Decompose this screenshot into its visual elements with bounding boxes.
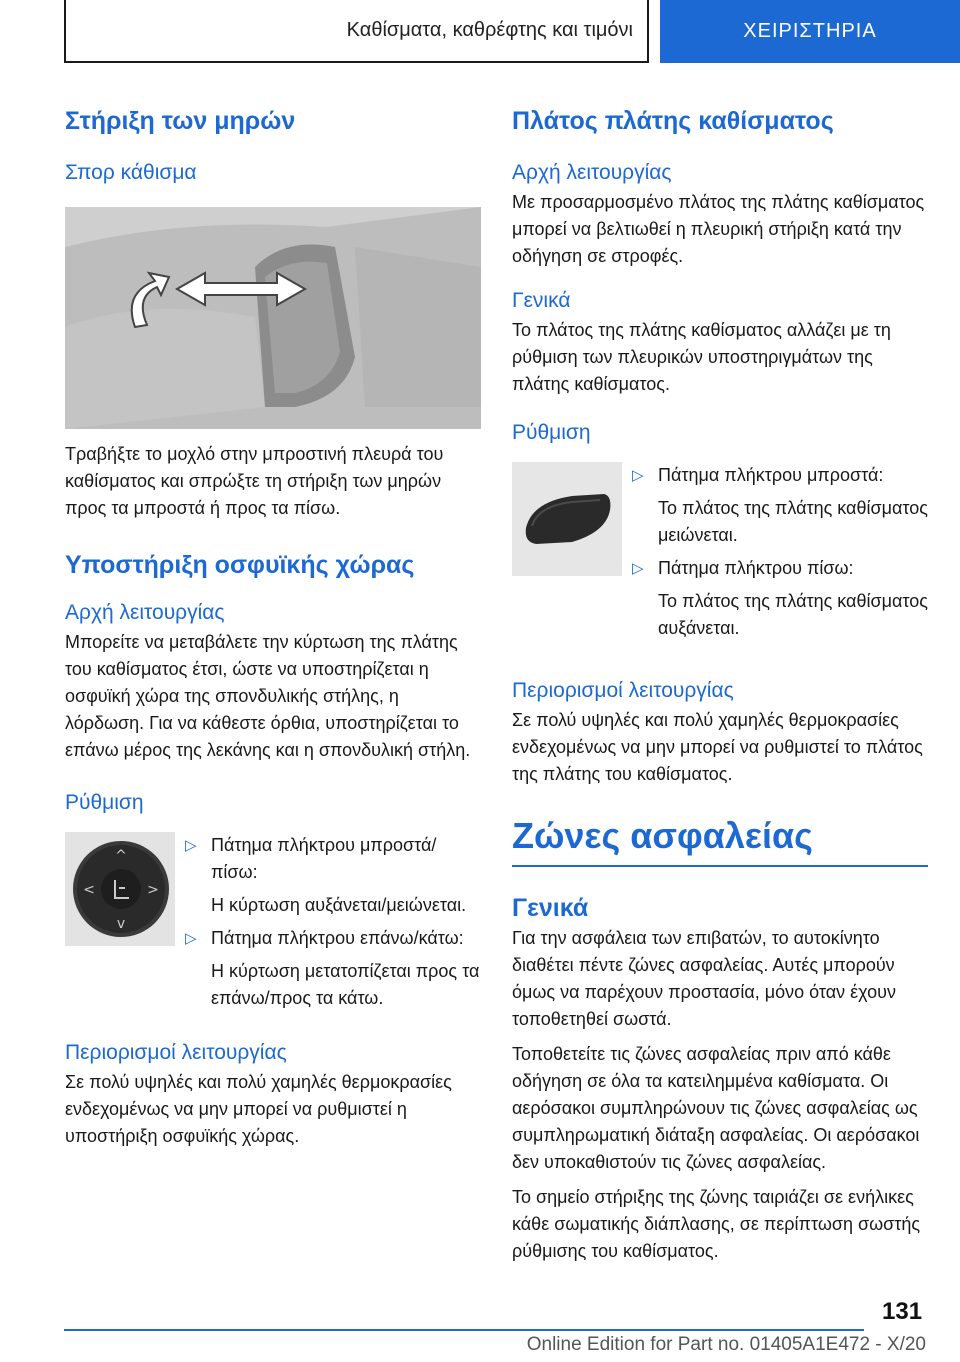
sport-seat-heading: Σπορ κάθισμα bbox=[65, 161, 197, 184]
width-setting-block bbox=[512, 462, 928, 642]
triangle-bullet-icon: ▷ bbox=[632, 559, 644, 577]
svg-text:^: ^ bbox=[115, 847, 127, 864]
lumbar-switch-figure bbox=[65, 832, 175, 946]
lumbar-setting-block bbox=[65, 832, 481, 1012]
lumbar-switch-illustration bbox=[65, 832, 175, 946]
lumbar-heading: Υποστήριξη οσφυϊκής χώρας bbox=[65, 551, 415, 580]
width-step-result: Το πλάτος της πλάτης καθίσματος μειώνεται. bbox=[658, 497, 928, 545]
width-step-result: Το πλάτος της πλάτης καθίσματος αυξάνεται. bbox=[658, 590, 928, 638]
lumbar-step-result: Η κύρτωση αυξάνεται/μειώνεται. bbox=[211, 894, 467, 915]
width-general-heading: Γενικά bbox=[512, 289, 571, 313]
width-principle-heading: Αρχή λειτουργίας bbox=[512, 161, 672, 184]
svg-text:v: v bbox=[116, 915, 126, 932]
lumbar-step bbox=[185, 925, 481, 1012]
lumbar-principle-heading: Αρχή λειτουργίας bbox=[65, 601, 225, 625]
lumbar-step-action: Πάτημα πλήκτρου μπροστά/πίσω: bbox=[211, 834, 437, 882]
belts-general-heading: Γενικά bbox=[512, 893, 589, 922]
width-switch-illustration bbox=[512, 462, 622, 576]
belts-paragraph-3: Το σημείο στήριξης της ζώνης ταιριάζει σε ενήλικες κάθε σωματικής διάπλασης, σε περίπτωση σωστής ρύθμισης του καθίσματος. bbox=[512, 1186, 921, 1261]
header-section-title: Καθίσματα, καθρέφτης και τιμόνι bbox=[64, 0, 649, 63]
width-limits-text: Σε πολύ υψηλές και πολύ χαμηλές θερμοκρασίες ενδεχομένως να μην μπορεί να ρυθμιστεί το πλάτος της πλάτης του καθίσματος. bbox=[512, 709, 923, 784]
triangle-bullet-icon: ▷ bbox=[185, 929, 197, 947]
triangle-bullet-icon: ▷ bbox=[632, 466, 644, 484]
section-divider bbox=[512, 865, 928, 867]
lumbar-limits-heading: Περιορισμοί λειτουργίας bbox=[65, 1040, 287, 1064]
width-heading: Πλάτος πλάτης καθίσματος bbox=[512, 107, 834, 135]
lumbar-setting-heading: Ρύθμιση bbox=[65, 791, 144, 815]
lumbar-step-action: Πάτημα πλήκτρου επάνω/κάτω: bbox=[211, 927, 464, 948]
width-step-action: Πάτημα πλήκτρου μπροστά: bbox=[658, 464, 884, 485]
width-steps bbox=[622, 462, 928, 642]
seat-thigh-illustration bbox=[65, 207, 481, 429]
triangle-bullet-icon: ▷ bbox=[185, 836, 197, 854]
svg-text:>: > bbox=[147, 881, 159, 898]
belts-paragraph-2: Τοποθετείτε τις ζώνες ασφαλείας πριν από κάθε οδήγηση σε όλα τα κατειλημμένα καθίσματα. Οι αερόσακοι συμπληρώνουν τις ζώνες ασφαλείας ως συμπληρωματική διάταξη ασφαλείας. Οι αερόσακοι δεν υποκαθιστούν τις ζώνες ασφαλείας. bbox=[512, 1043, 920, 1172]
width-step-action: Πάτημα πλήκτρου πίσω: bbox=[658, 557, 854, 578]
thigh-support-figure bbox=[65, 207, 481, 429]
lumbar-step bbox=[185, 832, 481, 919]
seat-belts-heading: Ζώνες ασφαλείας bbox=[512, 814, 813, 856]
header-chapter-tab[interactable]: ΧΕΙΡΙΣΤΗΡΙΑ bbox=[660, 0, 960, 63]
thigh-support-text: Τραβήξτε το μοχλό στην μπροστινή πλευρά του καθίσματος και σπρώξτε τη στήριξη των μηρών προς τα μπροστά ή προς τα πίσω. bbox=[65, 444, 444, 519]
footer-edition: Online Edition for Part no. 01405A1E472 - X/20 bbox=[526, 1334, 926, 1355]
left-column bbox=[65, 96, 481, 1150]
lumbar-steps bbox=[175, 832, 481, 1012]
lumbar-principle-text: Μπορείτε να μεταβάλετε την κύρτωση της πλάτης του καθίσματος έτσι, ώστε να υποστηρίζεται η οσφυϊκή χώρα της σπονδυλικής στήλης, η λόρδωση. Για να κάθεστε όρθια, υποστηρίζεται το επάνω μέρος της λεκάνης και η σπονδυλική στήλη. bbox=[65, 632, 471, 761]
width-step bbox=[632, 462, 928, 549]
right-column bbox=[512, 96, 928, 1265]
svg-text:<: < bbox=[83, 881, 95, 898]
width-general-text: Το πλάτος της πλάτης καθίσματος αλλάζει με τη ρύθμιση των πλευρικών υποστηριγμάτων της πλάτης καθίσματος. bbox=[512, 320, 891, 395]
width-principle-text: Με προσαρμοσμένο πλάτος της πλάτης καθίσματος μπορεί να βελτιωθεί η πλευρική στήριξη κατά την οδήγηση σε στροφές. bbox=[512, 192, 925, 267]
page-number: 131 bbox=[882, 1298, 923, 1325]
lumbar-step-result: Η κύρτωση μετατοπίζεται προς τα επάνω/προς τα κάτω. bbox=[211, 960, 480, 1008]
width-switch-figure bbox=[512, 462, 622, 576]
lumbar-limits-text: Σε πολύ υψηλές και πολύ χαμηλές θερμοκρασίες ενδεχομένως να μην μπορεί να ρυθμιστεί η υποστήριξη οσφυϊκής χώρας. bbox=[65, 1071, 452, 1146]
width-setting-heading: Ρύθμιση bbox=[512, 421, 591, 445]
thigh-support-heading: Στήριξη των μηρών bbox=[65, 107, 296, 135]
belts-paragraph-1: Για την ασφάλεια των επιβατών, το αυτοκίνητο διαθέτει πέντε ζώνες ασφαλείας. Αυτές μπορούν όμως να παρέχουν προστασία, μόνο όταν έχουν τοποθετηθεί σωστά. bbox=[512, 927, 896, 1029]
width-limits-heading: Περιορισμοί λειτουργίας bbox=[512, 678, 734, 702]
footer-divider bbox=[64, 1329, 864, 1331]
width-step bbox=[632, 555, 928, 642]
